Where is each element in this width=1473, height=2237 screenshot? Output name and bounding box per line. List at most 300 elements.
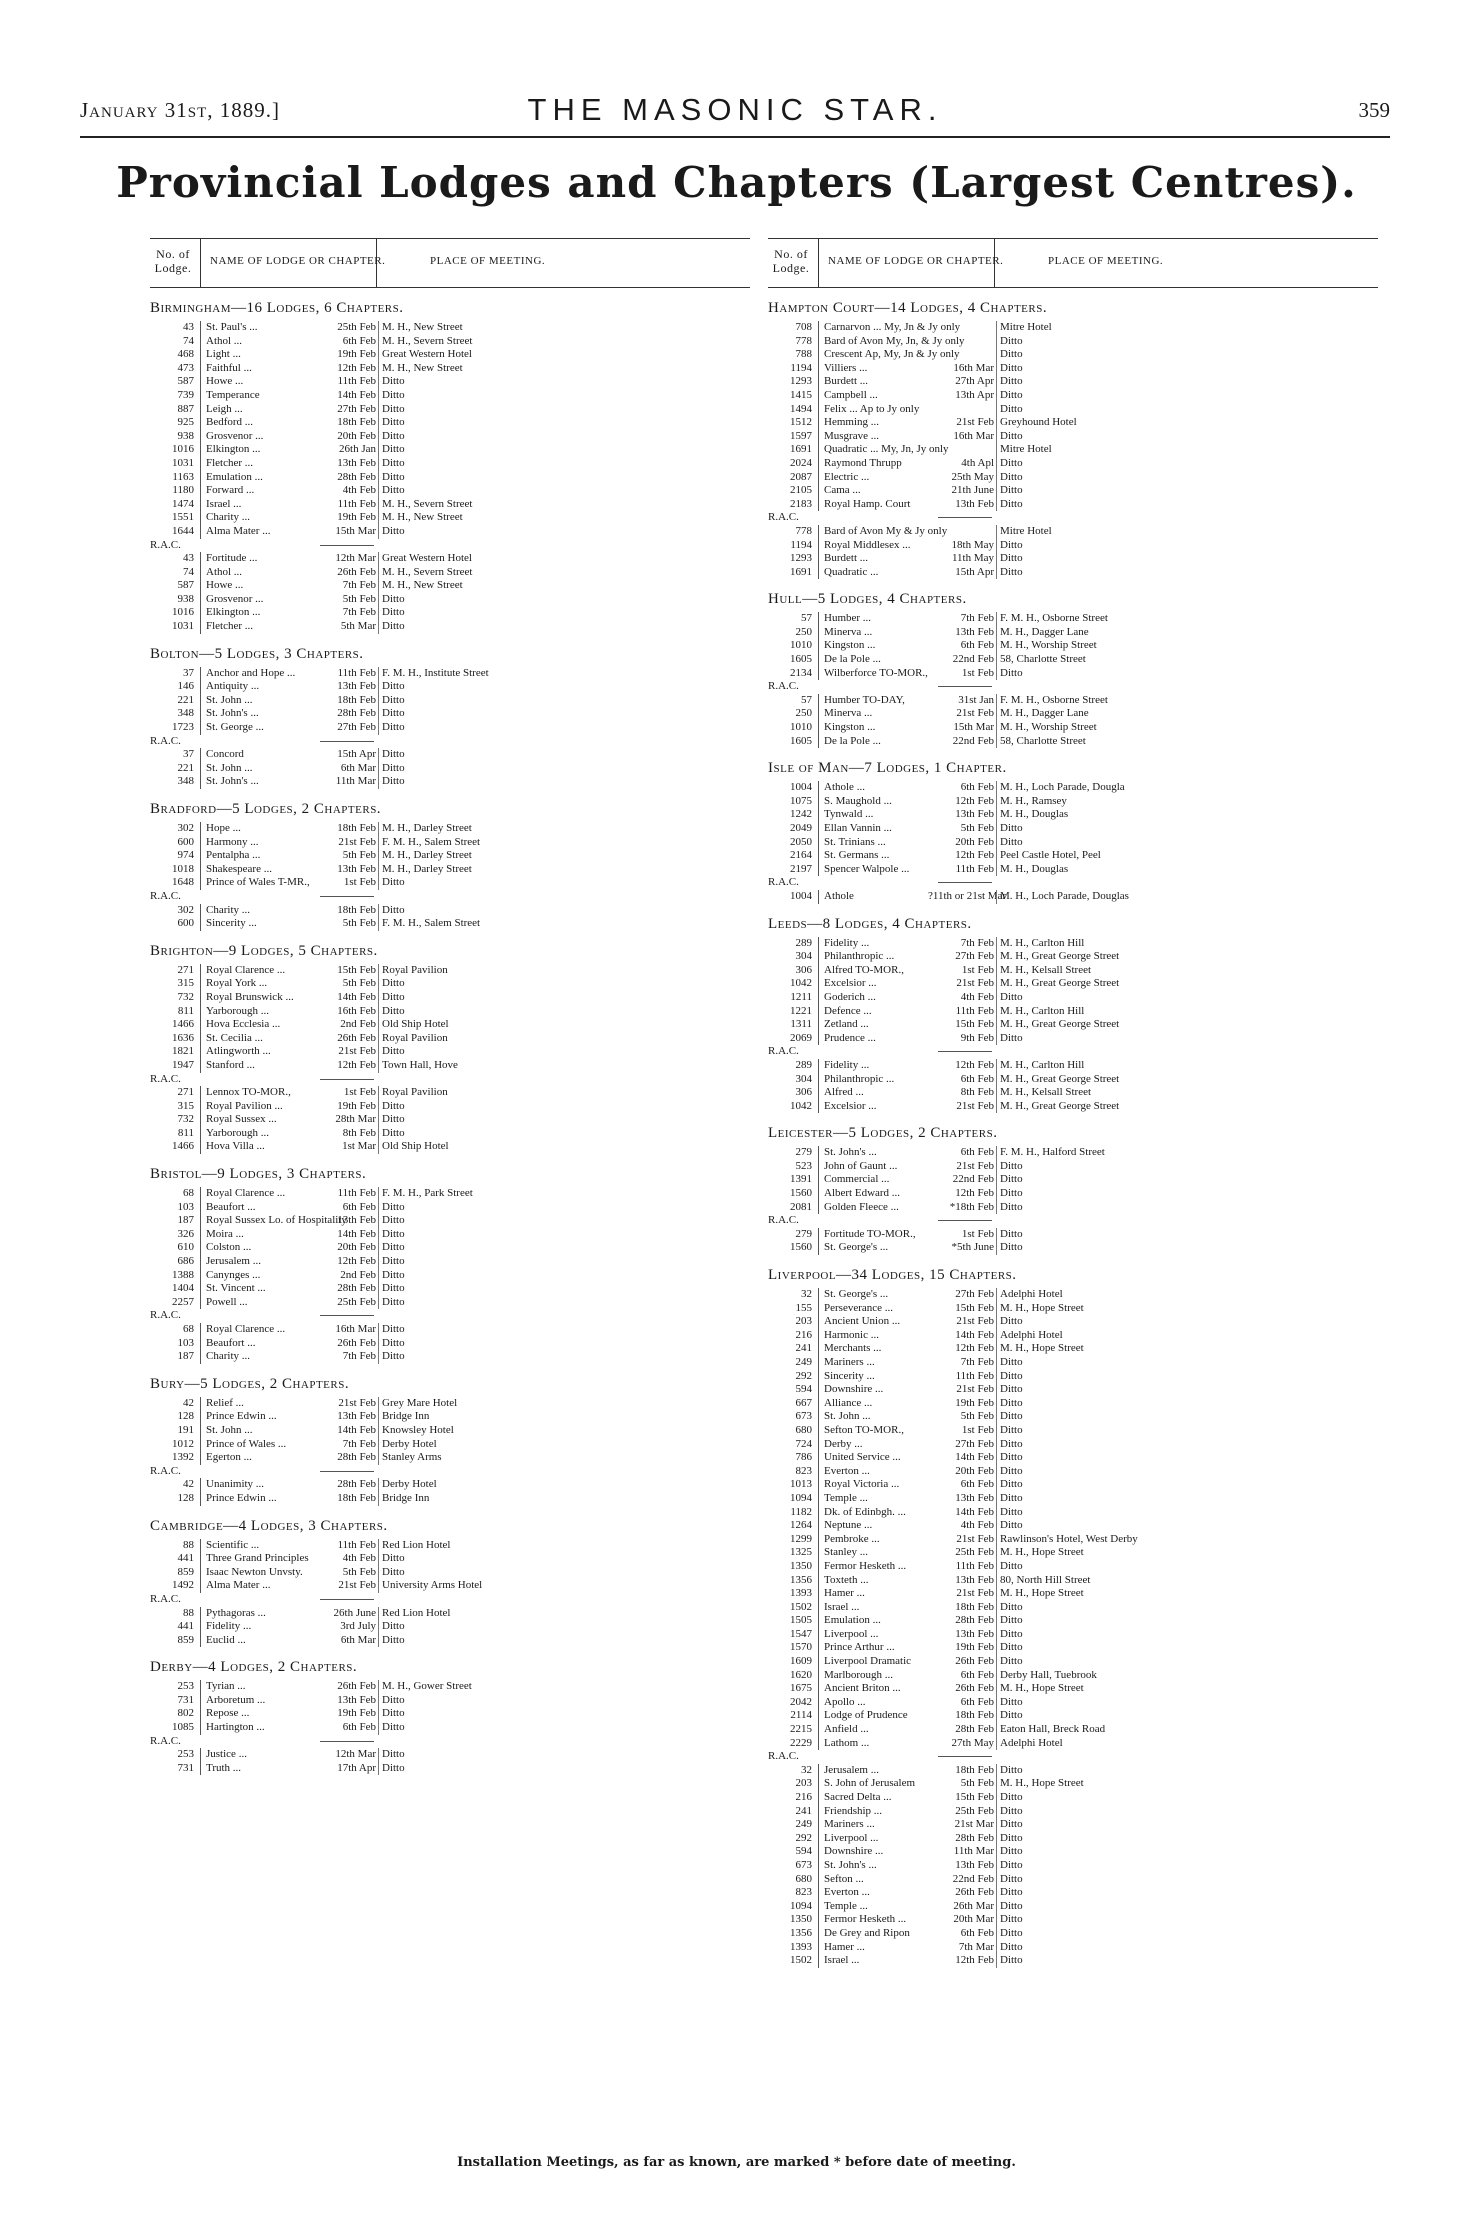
section-title: Hull—5 Lodges, 4 Chapters.: [768, 591, 967, 608]
meeting-date: 5th Mar: [340, 620, 376, 633]
meeting-place: Ditto: [382, 1200, 405, 1213]
meeting-date: 11th Feb: [955, 1559, 994, 1572]
meeting-place: Red Lion Hotel: [382, 1538, 451, 1551]
lodge-name: Tynwald ...: [824, 808, 874, 821]
lodge-name: Prudence ...: [824, 1031, 876, 1044]
table-row: [768, 1777, 1378, 1791]
header-lodge-no: No. of Lodge.: [772, 247, 810, 275]
meeting-date: 21st Mar: [954, 1818, 994, 1831]
table-row: [768, 498, 1378, 512]
lodge-number: 43: [183, 321, 194, 333]
lodge-name: Royal Hamp. Court: [824, 497, 911, 510]
lodge-number: 88: [183, 1538, 194, 1551]
lodge-number: 128: [177, 1410, 194, 1423]
lodge-number: 802: [177, 1707, 194, 1720]
lodge-number: 938: [177, 592, 194, 605]
lodge-name: Alliance ...: [824, 1396, 873, 1409]
meeting-place: Ditto: [1000, 1818, 1023, 1831]
meeting-date: 6th Feb: [960, 639, 994, 652]
table-row: [150, 1100, 750, 1114]
meeting-date: 27th May: [951, 1736, 994, 1749]
lodge-number: 216: [795, 1328, 812, 1341]
table-row: [768, 1574, 1378, 1588]
meeting-place: Ditto: [1000, 1804, 1023, 1817]
table-row: [768, 1302, 1378, 1316]
table-row: [768, 1228, 1378, 1242]
meeting-date: 12th Feb: [337, 361, 376, 374]
rac-label: R.A.C.: [768, 1214, 799, 1227]
lodge-name: Isaac Newton Unvsty.: [206, 1565, 303, 1578]
meeting-date: 12th Feb: [955, 794, 994, 807]
lodge-name: Hamer ...: [824, 1587, 865, 1600]
meeting-place: Ditto: [1000, 456, 1023, 469]
lodge-number: 2050: [790, 835, 812, 848]
meeting-date: 16th Feb: [337, 1004, 376, 1017]
meeting-place: Adelphi Hotel: [1000, 1288, 1063, 1301]
meeting-place: Ditto: [382, 1295, 405, 1308]
table-row: [768, 667, 1378, 681]
table-row: [768, 1410, 1378, 1424]
meeting-place: Ditto: [1000, 1600, 1023, 1613]
meeting-date: 5th Feb: [960, 1777, 994, 1790]
lodge-name: Fletcher ...: [206, 456, 254, 469]
meeting-date: 28th Feb: [337, 707, 376, 720]
meeting-date: 27th Feb: [955, 1437, 994, 1450]
meeting-date: 26th Feb: [337, 1680, 376, 1693]
table-row: [768, 694, 1378, 708]
rac-label: R.A.C.: [768, 511, 799, 524]
table-row: [768, 991, 1378, 1005]
lodge-number: 42: [183, 1478, 194, 1491]
table-row: [150, 579, 750, 593]
lodge-number: 74: [183, 334, 194, 347]
lodge-name: Yarborough ...: [206, 1126, 270, 1139]
table-row: [150, 721, 750, 735]
lodge-number: 1691: [790, 565, 812, 578]
meeting-place: Ditto: [1000, 1940, 1023, 1953]
lodge-number: 1042: [790, 1099, 812, 1112]
rac-label: R.A.C.: [768, 680, 799, 693]
meeting-date: 12th Feb: [955, 1058, 994, 1071]
lodge-name: Pentalpha ...: [206, 849, 261, 862]
lodge-name: De Grey and Ripon: [824, 1926, 910, 1939]
lodge-number: 859: [177, 1565, 194, 1578]
meeting-date: 20th Feb: [955, 1464, 994, 1477]
lodge-number: 42: [183, 1396, 194, 1409]
lodge-name: Leigh ...: [206, 402, 243, 415]
lodge-name: Jerusalem ...: [824, 1763, 879, 1776]
meeting-place: Ditto: [1000, 835, 1023, 848]
meeting-date: 14th Feb: [337, 990, 376, 1003]
lodge-number: 2024: [790, 456, 812, 469]
meeting-date: 12th Feb: [955, 1187, 994, 1200]
lodge-name: Fidelity ...: [824, 936, 870, 949]
table-row: [150, 552, 750, 566]
meeting-place: M. H., Gower Street: [382, 1680, 472, 1693]
meeting-place: Ditto: [382, 484, 405, 497]
meeting-date: 28th Feb: [955, 1723, 994, 1736]
meeting-place: Ditto: [382, 443, 405, 456]
header-place: PLACE OF MEETING.: [1048, 255, 1164, 267]
lodge-number: 249: [795, 1356, 812, 1368]
lodge-number: 2134: [790, 666, 812, 679]
lodge-number: 74: [183, 565, 194, 578]
lodge-name: Royal Victoria ...: [824, 1478, 900, 1491]
meeting-date: 18th Feb: [337, 822, 376, 834]
lodge-name: Arboretum ...: [206, 1693, 266, 1706]
lodge-number: 302: [177, 903, 194, 916]
lodge-name: Atlingworth ...: [206, 1045, 271, 1058]
lodge-name: St. George's ...: [824, 1241, 889, 1254]
meeting-place: Ditto: [382, 1336, 405, 1349]
meeting-date: 6th Feb: [960, 1668, 994, 1681]
lodge-number: 2081: [790, 1200, 812, 1213]
meeting-place: Ditto: [1000, 666, 1023, 679]
meeting-date: 18th Feb: [955, 1600, 994, 1613]
meeting-place: Ditto: [1000, 1926, 1023, 1939]
meeting-date: 13th Feb: [337, 1410, 376, 1423]
lodge-number: 1466: [172, 1140, 194, 1153]
town-section: [150, 801, 750, 931]
meeting-date: 25th Feb: [955, 1546, 994, 1559]
lodge-name: St. John's ...: [824, 1146, 877, 1159]
meeting-date: 6th Feb: [342, 1200, 376, 1213]
lodge-name: Temperance: [206, 388, 260, 401]
meeting-place: Ditto: [382, 606, 405, 619]
lodge-number: 811: [177, 1004, 194, 1017]
meeting-place: Ditto: [1000, 402, 1023, 415]
header-lodge-name: NAME OF LODGE OR CHAPTER.: [828, 255, 1004, 267]
lodge-number: 523: [795, 1159, 812, 1172]
table-row: [150, 1005, 750, 1019]
rac-label: R.A.C.: [768, 1045, 799, 1058]
lodge-name: Grosvenor ...: [206, 592, 264, 605]
lodge-number: 1180: [172, 484, 194, 497]
table-row: [768, 863, 1378, 877]
lodge-name: Merchants ...: [824, 1342, 882, 1355]
table-row: [150, 1680, 750, 1694]
lodge-name: Temple ...: [824, 1899, 868, 1912]
lodge-name: Ellan Vannin ...: [824, 822, 892, 834]
lodge-name: Euclid ...: [206, 1633, 246, 1646]
table-row: [768, 1005, 1378, 1019]
table-row: [768, 1859, 1378, 1873]
lodge-name: Excelsior ...: [824, 1099, 877, 1112]
meeting-date: 14th Feb: [955, 1505, 994, 1518]
meeting-place: Ditto: [382, 775, 405, 788]
lodge-name: St. Vincent ...: [206, 1282, 266, 1295]
meeting-date: 6th Feb: [960, 1695, 994, 1708]
lodge-name: Royal Middlesex ...: [824, 538, 911, 551]
meeting-date: 4th Feb: [960, 1519, 994, 1532]
meeting-date: 3rd July: [340, 1620, 376, 1633]
table-row: [150, 566, 750, 580]
table-row: [768, 1288, 1378, 1302]
meeting-place: Ditto: [382, 1552, 405, 1565]
table-row: [150, 991, 750, 1005]
meeting-place: M. H., Hope Street: [1000, 1301, 1084, 1314]
table-row: [150, 1187, 750, 1201]
lodge-name: St. John's ...: [206, 707, 259, 720]
meeting-date: 20th Feb: [955, 835, 994, 848]
table-row: [150, 1478, 750, 1492]
table-row: [150, 511, 750, 525]
table-row: [150, 1032, 750, 1046]
meeting-date: 13th Feb: [955, 1858, 994, 1871]
town-section: [768, 1125, 1378, 1255]
lodge-name: Anfield ...: [824, 1723, 869, 1736]
meeting-place: Ditto: [382, 1214, 405, 1227]
meeting-date: 15th Apr: [955, 565, 994, 578]
meeting-date: 15th Feb: [955, 1791, 994, 1803]
table-row: [150, 403, 750, 417]
meeting-place: Ditto: [382, 903, 405, 916]
meeting-date: 21st Feb: [956, 1587, 994, 1600]
table-row: [150, 457, 750, 471]
lodge-name: Commercial ...: [824, 1173, 890, 1186]
meeting-date: 11th Feb: [337, 497, 376, 510]
table-row: [768, 1886, 1378, 1900]
table-row: [768, 626, 1378, 640]
table-row: [150, 694, 750, 708]
meeting-place: Derby Hall, Tuebrook: [1000, 1668, 1097, 1681]
meeting-date: 19th Feb: [337, 348, 376, 361]
meeting-place: Ditto: [382, 1350, 405, 1363]
lodge-number: 2042: [790, 1695, 812, 1708]
lodge-number: 1163: [172, 470, 194, 483]
right-column: [768, 238, 1378, 1968]
lodge-name: Wilberforce TO-MOR.,: [824, 666, 928, 679]
lodge-number: 241: [795, 1342, 812, 1355]
lodge-name: Hova Ecclesia ...: [206, 1018, 281, 1031]
meeting-place: Town Hall, Hove: [382, 1058, 458, 1071]
meeting-place: Ditto: [382, 761, 405, 774]
lodge-name: Everton ...: [824, 1464, 870, 1477]
lodge-number: 1492: [172, 1579, 194, 1592]
header-rule: [80, 136, 1390, 138]
lodge-name: St. Paul's ...: [206, 321, 258, 333]
meeting-place: Ditto: [382, 1255, 405, 1268]
meeting-date: 5th Feb: [342, 917, 376, 930]
table-row: [150, 606, 750, 620]
lodge-number: 1391: [790, 1173, 812, 1186]
lodge-name: Athole ...: [824, 781, 865, 794]
meeting-date: 13th Apr: [955, 388, 994, 401]
meeting-date: 21st Feb: [956, 1099, 994, 1112]
lodge-name: St. John ...: [206, 761, 253, 774]
meeting-date: 21st Feb: [338, 1579, 376, 1592]
lodge-name: Forward ...: [206, 484, 255, 497]
meeting-date: 22nd Feb: [952, 1872, 994, 1885]
lodge-name: Campbell ...: [824, 388, 878, 401]
lodge-name: St. John's ...: [206, 775, 259, 788]
meeting-date: 21st Feb: [956, 707, 994, 720]
lodge-name: Lodge of Prudence: [824, 1709, 908, 1722]
meeting-date: 13th Feb: [337, 862, 376, 875]
lodge-name: St. Trinians ...: [824, 835, 886, 848]
lodge-name: Dk. of Edinbgh. ...: [824, 1505, 906, 1518]
lodge-number: 2069: [790, 1031, 812, 1044]
table-row: [150, 707, 750, 721]
lodge-name: Royal Sussex Lo. of Hospitality: [206, 1214, 347, 1227]
lodge-name: Neptune ...: [824, 1519, 873, 1532]
meeting-place: Ditto: [1000, 334, 1023, 347]
lodge-number: 2183: [790, 497, 812, 510]
meeting-date: 26th Feb: [955, 1682, 994, 1695]
lodge-name: Ancient Briton ...: [824, 1682, 901, 1695]
rac-label: R.A.C.: [150, 1734, 181, 1747]
section-title: Bury—5 Lodges, 2 Chapters.: [150, 1375, 350, 1392]
table-row: [768, 1696, 1378, 1710]
lodge-name: Fidelity ...: [206, 1620, 252, 1633]
lodge-name: Athol ...: [206, 334, 243, 347]
meeting-date: 8th Feb: [960, 1086, 994, 1099]
meeting-date: 6th Feb: [960, 1072, 994, 1085]
table-row: [768, 1342, 1378, 1356]
table-row: [768, 822, 1378, 836]
table-row: [768, 964, 1378, 978]
meeting-place: Great Western Hotel: [382, 552, 472, 565]
lodge-name: Antiquity ...: [206, 680, 260, 693]
meeting-place: Ditto: [1000, 1396, 1023, 1409]
meeting-date: 19th Feb: [337, 1707, 376, 1720]
lodge-number: 1042: [790, 977, 812, 990]
meeting-place: Ditto: [1000, 388, 1023, 401]
lodge-number: 2105: [790, 484, 812, 497]
rac-divider: [150, 1593, 750, 1607]
lodge-number: 187: [177, 1350, 194, 1363]
meeting-place: Ditto: [382, 1268, 405, 1281]
lodge-name: Harmony ...: [206, 835, 259, 848]
table-row: [150, 1140, 750, 1154]
meeting-date: 21st Feb: [956, 1383, 994, 1396]
lodge-name: Fletcher ...: [206, 620, 254, 633]
table-row: [768, 539, 1378, 553]
meeting-place: Ditto: [382, 1633, 405, 1646]
town-section: [768, 760, 1378, 903]
rac-label: R.A.C.: [768, 1750, 799, 1763]
meeting-place: Ditto: [382, 680, 405, 693]
meeting-date: 21st Feb: [338, 1396, 376, 1409]
meeting-place: Ditto: [382, 721, 405, 734]
lodge-number: 786: [795, 1451, 812, 1464]
table-row: [768, 721, 1378, 735]
meeting-date: 9th Feb: [960, 1031, 994, 1044]
meeting-place: M. H., Severn Street: [382, 565, 473, 578]
lodge-name: Egerton ...: [206, 1451, 252, 1464]
lodge-name: Royal Clarence ...: [206, 1323, 286, 1335]
lodge-number: 594: [795, 1383, 812, 1396]
meeting-date: 1st Feb: [961, 1423, 994, 1436]
meeting-place: M. H., Worship Street: [1000, 721, 1097, 734]
meeting-place: M. H., Great George Street: [1000, 1099, 1120, 1112]
lodge-number: 249: [795, 1818, 812, 1831]
meeting-date: 27th Feb: [955, 1288, 994, 1301]
meeting-place: Ditto: [382, 592, 405, 605]
meeting-place: Ditto: [382, 1227, 405, 1240]
meeting-date: 13th Feb: [337, 456, 376, 469]
meeting-date: 1st Mar: [342, 1140, 376, 1153]
meeting-date: 20th Feb: [337, 429, 376, 442]
table-row: [150, 1214, 750, 1228]
section-title: Bristol—9 Lodges, 3 Chapters.: [150, 1166, 367, 1183]
table-row: [150, 1018, 750, 1032]
meeting-date: 7th Feb: [342, 1350, 376, 1363]
meeting-date: 1st Feb: [961, 1227, 994, 1240]
lodge-number: 2197: [790, 862, 812, 875]
table-row: [150, 1552, 750, 1566]
left-column: [150, 238, 750, 1775]
header-lodge-no: No. of Lodge.: [154, 247, 192, 275]
meeting-date: 13th Feb: [337, 1214, 376, 1227]
meeting-date: 18th Feb: [337, 416, 376, 429]
table-row: [150, 1255, 750, 1269]
lodge-number: 2215: [790, 1723, 812, 1736]
table-row: [150, 1282, 750, 1296]
meeting-place: Ditto: [382, 375, 405, 388]
meeting-place: 58, Charlotte Street: [1000, 653, 1086, 666]
lodge-number: 250: [795, 707, 812, 720]
lodge-number: 1723: [172, 721, 194, 734]
lodge-number: 2114: [790, 1709, 812, 1722]
lodge-number: 1350: [790, 1559, 812, 1572]
meeting-place: Ditto: [1000, 1695, 1023, 1708]
meeting-place: M. H., New Street: [382, 579, 463, 592]
town-section: [768, 916, 1378, 1114]
lodge-name: Beaufort ...: [206, 1336, 256, 1349]
lodge-name: Prince Edwin ...: [206, 1491, 277, 1504]
lodge-number: 680: [795, 1872, 812, 1885]
town-section: [150, 1166, 750, 1364]
lodge-name: Yarborough ...: [206, 1004, 270, 1017]
meeting-date: 18th May: [951, 538, 994, 551]
lodge-number: 1194: [790, 538, 812, 551]
lodge-name: Kingston ...: [824, 639, 876, 652]
section-title: Bolton—5 Lodges, 3 Chapters.: [150, 645, 364, 662]
lodge-name: Mariners ...: [824, 1818, 875, 1831]
meeting-date: 11th Feb: [955, 862, 994, 875]
meeting-place: Ditto: [382, 620, 405, 633]
table-row: [150, 1127, 750, 1141]
lodge-name: Prince of Wales ...: [206, 1437, 287, 1450]
lodge-name: Zetland ...: [824, 1018, 869, 1031]
table-row: [150, 593, 750, 607]
meeting-date: 27th Feb: [955, 950, 994, 963]
lodge-name: Marlborough ...: [824, 1668, 894, 1681]
meeting-date: 21th June: [951, 484, 994, 497]
meeting-date: 5th Feb: [342, 849, 376, 862]
lodge-name: Liverpool ...: [824, 1627, 879, 1640]
table-row: [768, 1478, 1378, 1492]
rac-divider: [150, 1073, 750, 1087]
meeting-place: F. M. H., Park Street: [382, 1187, 473, 1200]
lodge-number: 128: [177, 1491, 194, 1504]
section-title: Birmingham—16 Lodges, 6 Chapters.: [150, 300, 404, 316]
meeting-place: Ditto: [382, 1126, 405, 1139]
lodge-name: Friendship ...: [824, 1804, 883, 1817]
table-row: [768, 1059, 1378, 1073]
lodge-name: Alfred ...: [824, 1086, 864, 1099]
lodge-number: 1605: [790, 734, 812, 747]
table-row: [150, 876, 750, 890]
lodge-number: 823: [795, 1886, 812, 1899]
meeting-place: Ditto: [1000, 565, 1023, 578]
table-row: [768, 1241, 1378, 1255]
meeting-place: Ditto: [382, 416, 405, 429]
meeting-place: Ditto: [1000, 1356, 1023, 1368]
meeting-date: 20th Feb: [337, 1241, 376, 1254]
meeting-place: Ditto: [1000, 1410, 1023, 1423]
